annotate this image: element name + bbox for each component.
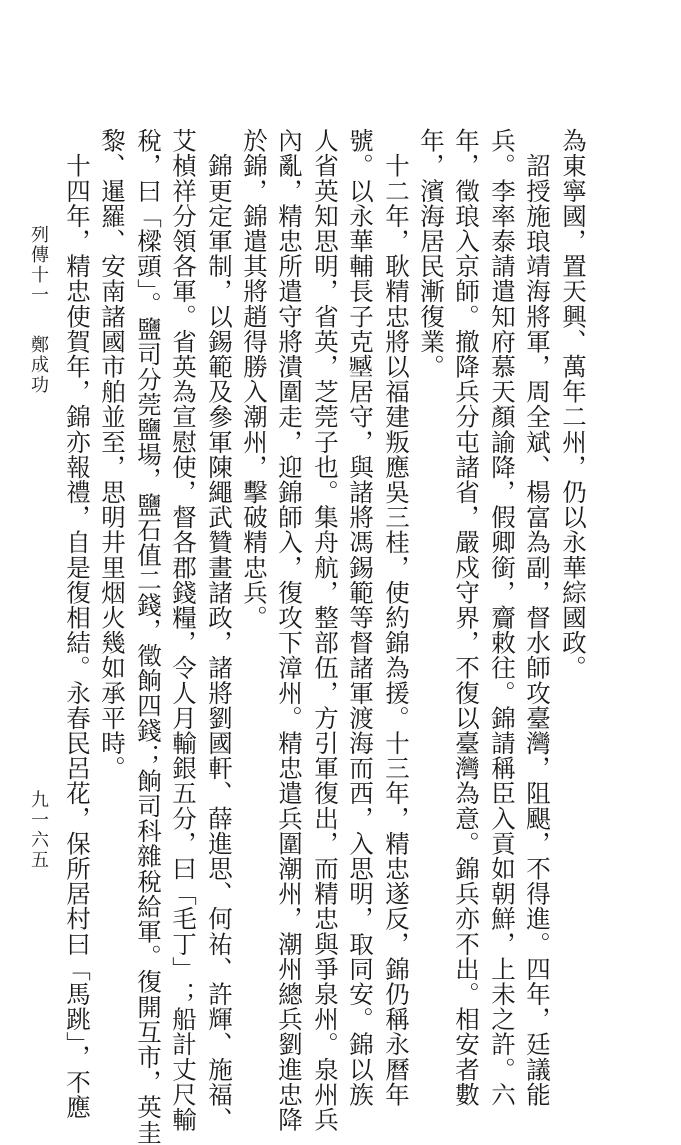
page-number: 九一六五: [28, 790, 49, 870]
text-column-3: 兵。李率泰請遣知府慕天顏諭降，假卿銜，齎敕往。錦請稱臣入貢如朝鮮，上未之許。六: [488, 128, 517, 1107]
running-head-subject: 鄭成功: [28, 335, 49, 395]
text-column-6: 十二年，耿精忠將以福建叛應吳三桂，使約錦為援。十三年，精忠遂反，錦仍稱永曆年: [382, 128, 411, 1107]
text-column-7: 號。以永華輔長子克𡒉居守，與諸將馮錫範等督諸軍渡海而西，入思明，取同安。錦以族: [346, 128, 375, 1107]
text-column-13: 稅，曰「樑頭」。鹽司分莞鹽場，鹽石值二錢，徵餉四錢；餉司科雜稅給軍。復開互市，英圭: [134, 128, 163, 1145]
text-column-2: 詔授施琅靖海將軍，周全斌、楊富為副，督水師攻臺灣，阻颶，不得進。四年，廷議能: [523, 128, 552, 1107]
text-column-4: 年，徵琅入京師。撤降兵分屯諸省，嚴戍守界，不復以臺灣為意。錦兵亦不出。相安者數: [452, 128, 481, 1107]
text-column-15: 十四年，精忠使賀年，錦亦報禮，自是復相結。永春民呂花，保所居村曰「馬跳」，不應: [63, 128, 92, 1120]
text-column-10: 於錦，錦遣其將趙得勝入潮州，擊破精忠兵。: [240, 128, 269, 630]
text-column-14: 黎、暹羅、安南諸國市舶並至，思明井里烟火幾如承平時。: [98, 128, 127, 781]
text-column-9: 內亂，精忠所遣守將潰圍走，迎錦師入，復攻下漳州。精忠遣兵圍潮州，潮州總兵劉進忠降: [275, 128, 304, 1132]
text-column-5: 年，濱海居民漸復業。: [417, 128, 446, 379]
text-column-1: 為東寧國，置天興、萬年二州，仍以永華綜國政。: [559, 128, 588, 681]
text-column-8: 人省英知思明，省英，芝莞子也。集舟航，整部伍，方引軍復出，而精忠與爭泉州。泉州兵: [311, 128, 340, 1132]
text-column-11: 錦更定軍制，以錫範及參軍陳繩武贊畫諸政，諸將劉國軒、薛進思、何祐、許輝、施福、: [205, 128, 234, 1132]
running-head-section: 列傳十一: [28, 225, 49, 305]
text-column-12: 艾楨祥分領各軍。省英為宣慰使，督各郡錢糧，令人月輸銀五分，曰「毛丁」；船計丈尺輸: [169, 128, 198, 1132]
